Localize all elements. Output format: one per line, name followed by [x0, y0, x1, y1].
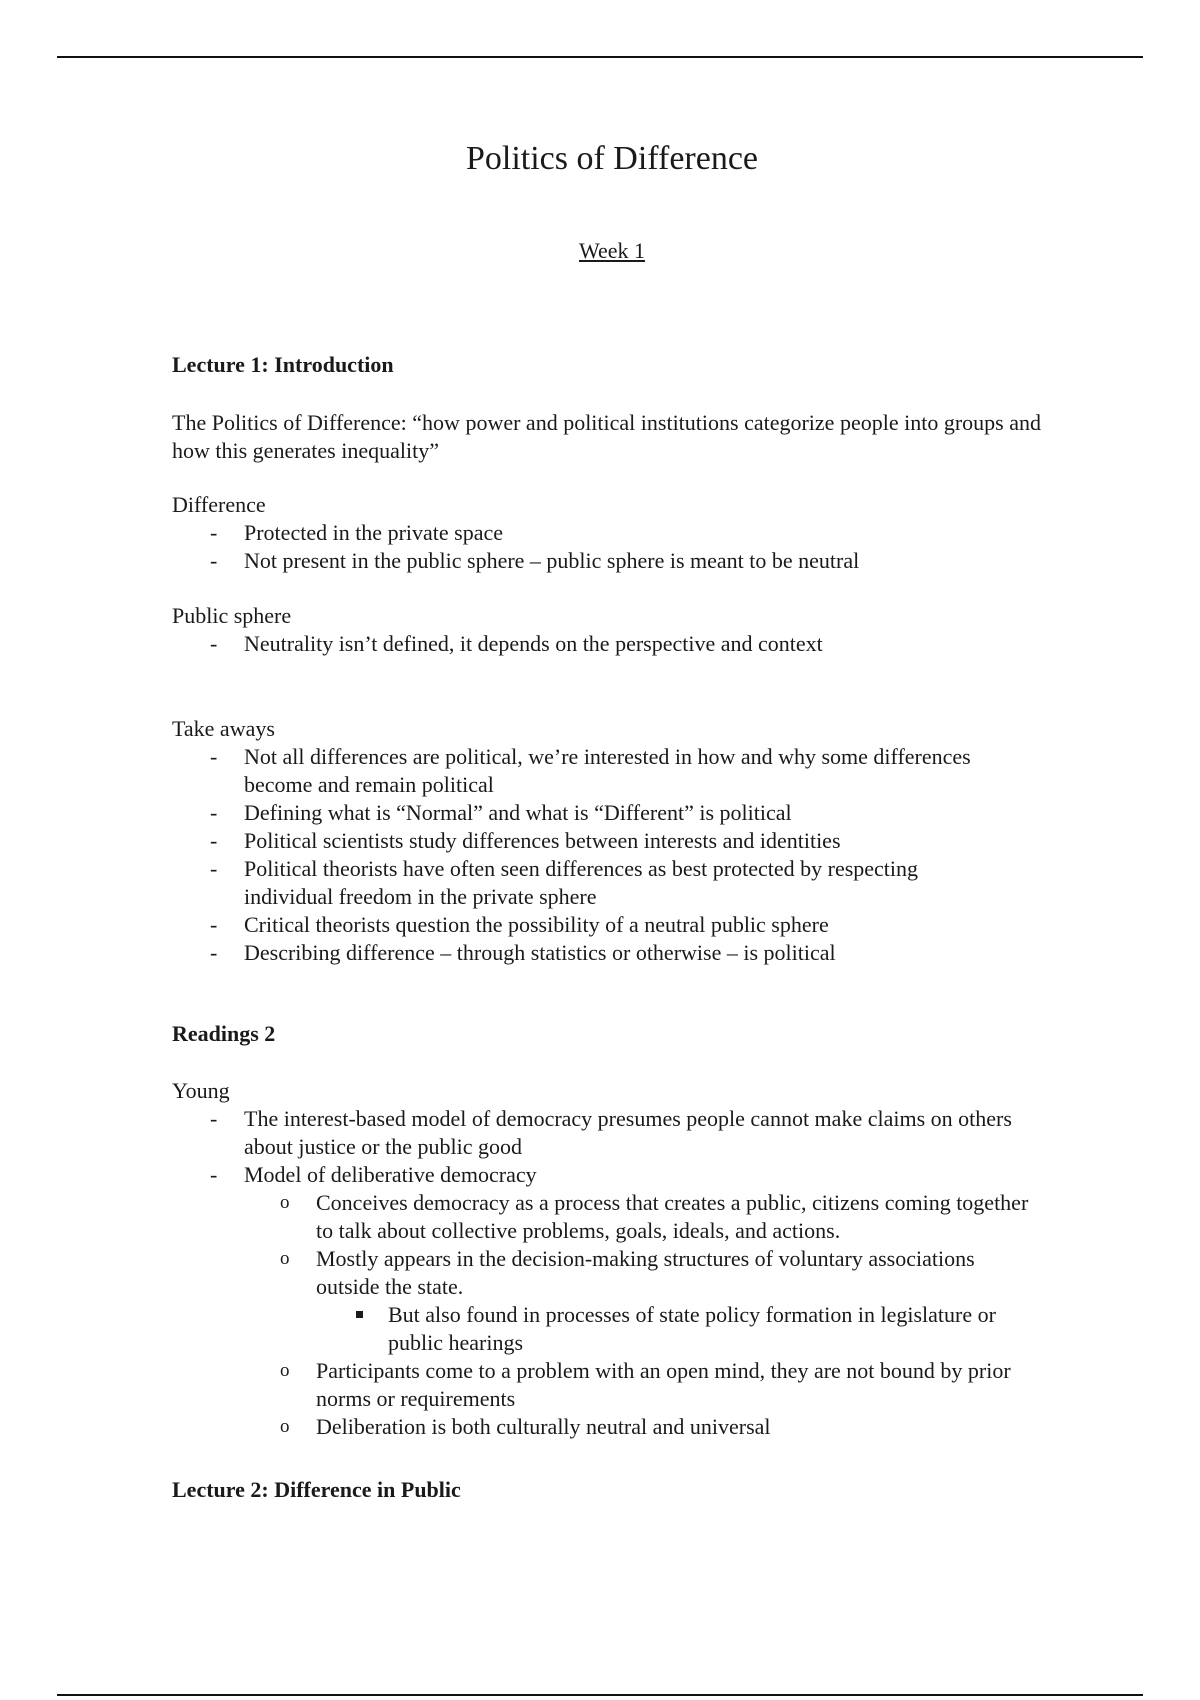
takeaways-label: Take aways: [172, 716, 275, 741]
young-list: [172, 1105, 1042, 1441]
list-item: - Defining what is “Normal” and what is “Different” is political: [172, 799, 972, 827]
list-item: - The interest-based model of democracy presumes people cannot make claims on others about justice or the public good: [172, 1105, 1042, 1161]
list-item: - Not present in the public sphere – public sphere is meant to be neutral: [172, 547, 1032, 575]
sub-list-item: o Deliberation is both culturally neutral and universal: [244, 1413, 1042, 1441]
sub-sub-list: [316, 1301, 1042, 1357]
list-item: - Not all differences are political, we’re interested in how and why some differences become and remain political: [172, 743, 972, 799]
public-sphere-list: [172, 630, 1032, 658]
sub-list-item: [244, 1245, 1042, 1357]
readings2-heading: Readings 2: [172, 1021, 276, 1046]
difference-list: [172, 519, 1032, 575]
sub-list-item: o Conceives democracy as a process that creates a public, citizens coming together to talk about collective problems, goals, ideals, and actions.: [244, 1189, 1042, 1245]
sub-list-item-text: Mostly appears in the decision-making structures of voluntary associations outside the state.: [316, 1246, 975, 1299]
sub-list: [244, 1189, 1042, 1441]
lecture1-definition: The Politics of Difference: “how power and political institutions categorize people into groups and how this generates inequality”: [172, 410, 1041, 463]
list-item: - Critical theorists question the possibility of a neutral public sphere: [172, 911, 972, 939]
public-sphere-label: Public sphere: [172, 603, 292, 628]
young-label: Young: [172, 1078, 230, 1103]
lecture1-heading: Lecture 1: Introduction: [172, 352, 394, 377]
sub-list-item: o Participants come to a problem with an open mind, they are not bound by prior norms or requirements: [244, 1357, 1042, 1413]
list-item: - Describing difference – through statistics or otherwise – is political: [172, 939, 972, 967]
list-item: - Neutrality isn’t defined, it depends on the perspective and context: [172, 630, 1032, 658]
week-subtitle: Week 1: [578, 238, 646, 263]
document-title: Politics of Difference: [465, 140, 759, 177]
bottom-rule: [57, 1694, 1143, 1696]
list-item: [172, 1161, 1042, 1441]
top-rule: [57, 56, 1143, 58]
takeaways-list: [172, 743, 972, 967]
list-item: - Political scientists study differences between interests and identities: [172, 827, 972, 855]
list-item: - Political theorists have often seen differences as best protected by respecting individual freedom in the private sphere: [172, 855, 972, 911]
difference-label: Difference: [172, 492, 266, 517]
lecture2-heading: Lecture 2: Difference in Public: [172, 1477, 461, 1502]
sub-sub-list-item: But also found in processes of state policy formation in legislature or public hearings: [316, 1301, 1042, 1357]
list-item: - Protected in the private space: [172, 519, 1032, 547]
list-item-text: Model of deliberative democracy: [244, 1162, 537, 1187]
